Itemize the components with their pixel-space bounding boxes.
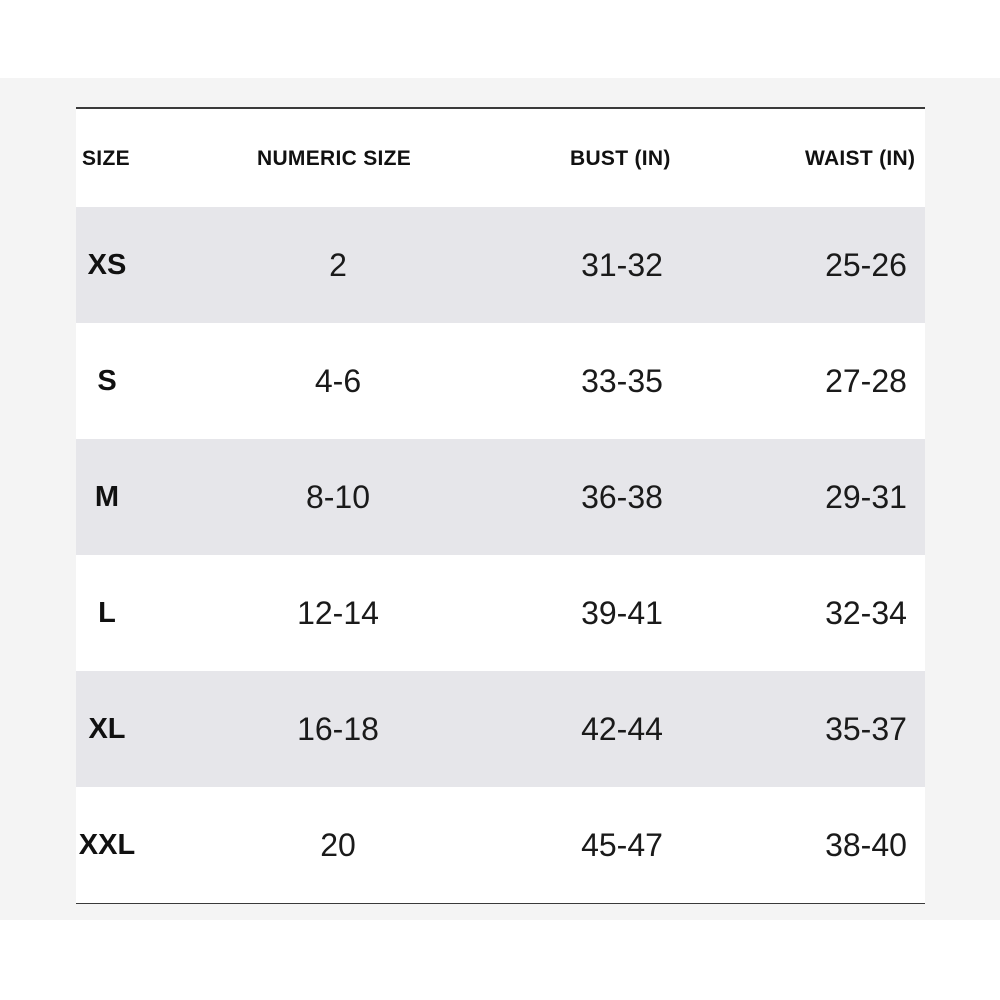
waist-cell: 32-34	[825, 595, 907, 631]
numeric-size-cell: 16-18	[297, 711, 379, 747]
bust-cell: 39-41	[581, 595, 663, 631]
column-header-size: SIZE	[82, 147, 130, 170]
table-row-m	[76, 439, 925, 555]
numeric-size-cell: 12-14	[297, 595, 379, 631]
bust-cell: 42-44	[581, 711, 663, 747]
size-chart-table	[76, 107, 925, 904]
waist-cell: 27-28	[825, 363, 907, 399]
waist-cell: 38-40	[825, 827, 907, 863]
size-cell: M	[94, 481, 120, 513]
size-cell: XXL	[78, 829, 136, 861]
column-header-waist: WAIST (IN)	[805, 147, 916, 170]
bust-cell: 33-35	[581, 363, 663, 399]
bust-cell: 31-32	[581, 247, 663, 283]
table-row-xs	[76, 207, 925, 323]
bust-cell: 45-47	[581, 827, 663, 863]
column-header-numeric-size: NUMERIC SIZE	[257, 147, 412, 170]
numeric-size-cell: 2	[329, 247, 347, 283]
size-cell: XL	[88, 713, 126, 745]
waist-cell: 25-26	[825, 247, 907, 283]
table-row-s	[76, 323, 925, 439]
table-header-row	[76, 109, 925, 209]
table-row-l	[76, 555, 925, 671]
bust-cell: 36-38	[581, 479, 663, 515]
numeric-size-cell: 20	[320, 827, 356, 863]
column-header-bust: BUST (IN)	[570, 147, 671, 170]
table-row-xxl	[76, 787, 925, 903]
numeric-size-cell: 8-10	[305, 479, 371, 515]
size-cell: S	[97, 365, 117, 397]
size-cell: L	[98, 597, 116, 629]
numeric-size-cell: 4-6	[314, 363, 362, 399]
size-cell: XS	[87, 249, 127, 281]
table-row-xl	[76, 671, 925, 787]
waist-cell: 29-31	[825, 479, 907, 515]
waist-cell: 35-37	[825, 711, 907, 747]
